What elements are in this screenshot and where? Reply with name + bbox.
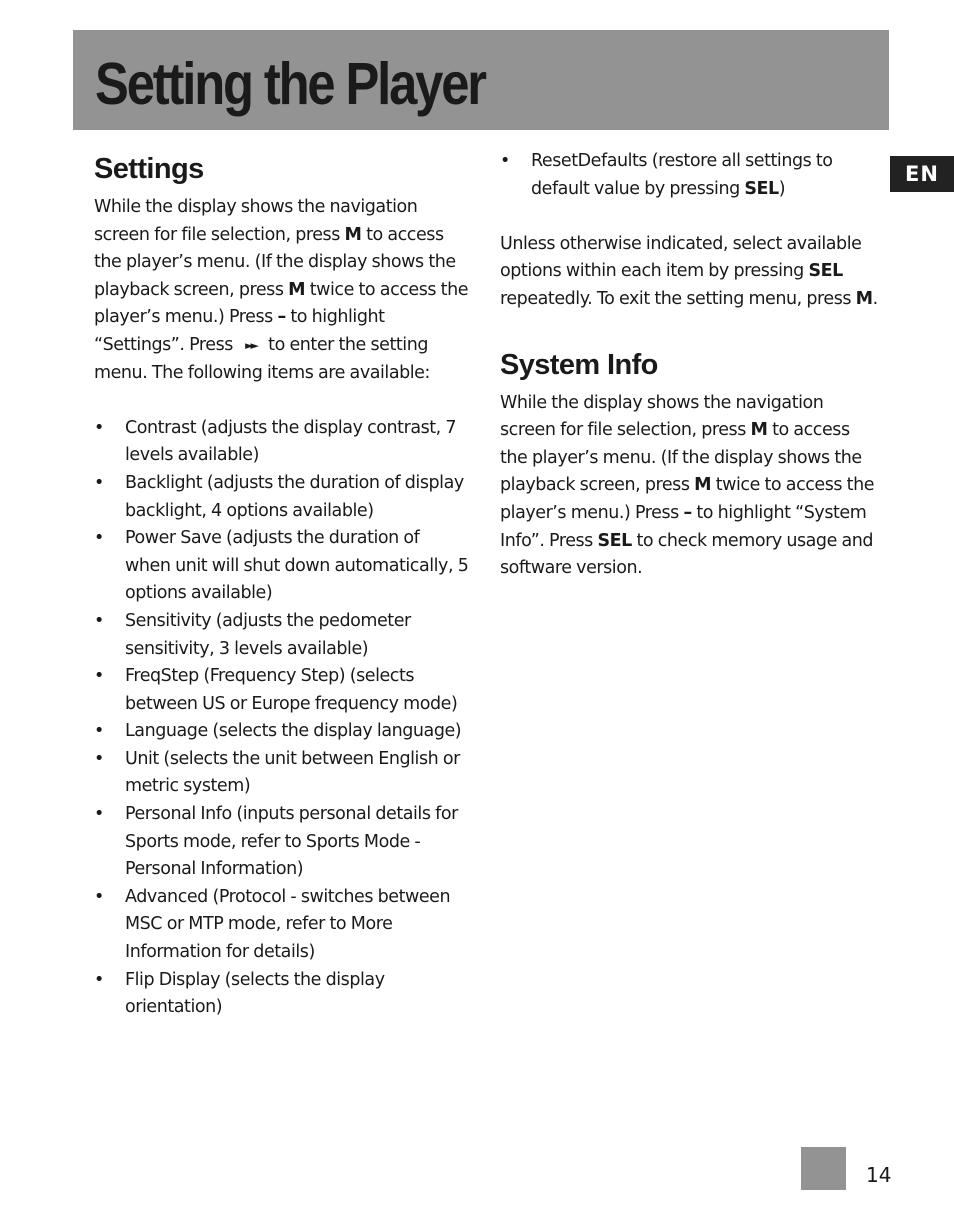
settings-outro xyxy=(500,231,880,314)
list-item xyxy=(94,470,469,525)
text-span: to highlight “Settings”. Press xyxy=(94,307,385,355)
list-item-text: Personal Info (inputs personal details for Sports mode, refer to Sports Mode - Personal Information) xyxy=(125,804,458,880)
list-item xyxy=(94,663,469,718)
list-item-text: Language (selects the display language) xyxy=(125,721,462,742)
list-item-text: Unit (selects the unit between English or metric system) xyxy=(125,748,460,797)
bullet: • xyxy=(94,969,104,990)
list-item xyxy=(94,967,469,1022)
next-skip-icon: ►► xyxy=(245,338,257,352)
key-m: M xyxy=(694,475,712,496)
text-span: ) xyxy=(778,178,786,199)
bullet: • xyxy=(94,886,104,907)
text-span: repeatedly. To exit the setting menu, press xyxy=(500,288,856,309)
text-span: to highlight “System Info”. Press xyxy=(500,502,867,551)
list-item xyxy=(94,884,469,967)
right-column xyxy=(500,148,880,583)
list-item-text: FreqStep (Frequency Step) (selects between US or Europe frequency mode) xyxy=(125,666,458,714)
list-item xyxy=(94,525,469,608)
text-span: to access the player’s menu. (If the display shows the playback screen, press xyxy=(500,420,862,496)
text-span: ResetDefaults (restore all settings to default value by pressing xyxy=(531,151,833,199)
bullet: • xyxy=(500,151,510,171)
page-marker-box xyxy=(801,1147,846,1190)
list-item xyxy=(94,415,469,470)
bullet: • xyxy=(94,804,104,825)
bullet: • xyxy=(94,721,104,742)
system-info-heading: System Info xyxy=(500,348,658,381)
list-item-text: Sensitivity (adjusts the pedometer sensitivity, 3 levels available) xyxy=(125,610,411,659)
text-span: twice to access the player’s menu.) Press xyxy=(500,475,875,523)
key-minus: – xyxy=(277,307,286,328)
bullet: • xyxy=(94,472,104,493)
settings-heading: Settings xyxy=(94,153,204,185)
list-item xyxy=(94,718,469,746)
bullet: • xyxy=(94,666,104,687)
text-span: to check memory usage and software version. xyxy=(500,530,874,579)
page-number: 14 xyxy=(866,1163,892,1187)
list-item-text: Contrast (adjusts the display contrast, 7 levels available) xyxy=(125,417,457,466)
key-sel: SEL xyxy=(808,261,843,282)
settings-list xyxy=(94,415,469,1022)
list-item xyxy=(94,746,469,801)
list-item xyxy=(500,148,880,203)
text-span: Unless otherwise indicated, select available options within each item by pressing xyxy=(500,233,862,282)
text-span: While the display shows the navigation screen for file selection, press xyxy=(500,392,824,441)
list-item-text: Flip Display (selects the display orientation) xyxy=(125,969,385,1018)
text-span: to enter the setting menu. The following items are available: xyxy=(94,334,430,383)
key-m: M xyxy=(344,224,362,245)
list-item-text: Power Save (adjusts the duration of when unit will shut down automatically, 5 options available) xyxy=(125,528,469,604)
bullet: • xyxy=(94,748,104,769)
key-m: M xyxy=(288,279,306,300)
left-column xyxy=(94,150,469,1022)
list-item-text: Backlight (adjusts the duration of display backlight, 4 options available) xyxy=(125,472,464,521)
key-m: M xyxy=(855,288,873,309)
header-bar xyxy=(73,30,889,130)
list-item xyxy=(94,608,469,663)
system-info-body xyxy=(500,390,880,583)
text-span: twice to access the player’s menu.) Press xyxy=(94,279,469,328)
page-title: Setting the Player xyxy=(95,51,485,117)
text-span: to access the player’s menu. (If the display shows the playback screen, press xyxy=(94,224,456,300)
key-minus: – xyxy=(683,502,692,523)
bullet: • xyxy=(94,610,104,631)
settings-list-continued xyxy=(500,148,880,203)
bullet: • xyxy=(94,528,104,549)
key-sel: SEL xyxy=(744,178,779,199)
key-sel: SEL xyxy=(597,530,632,551)
text-span: While the display shows the navigation screen for file selection, press xyxy=(94,197,418,245)
key-m: M xyxy=(750,420,768,441)
list-item xyxy=(94,801,469,884)
text-span: . xyxy=(872,288,878,309)
bullet: • xyxy=(94,417,104,438)
language-tab: EN xyxy=(890,156,954,192)
list-item-text: Advanced (Protocol - switches between MSC or MTP mode, refer to More Information for details) xyxy=(125,886,451,963)
settings-intro xyxy=(94,194,469,387)
